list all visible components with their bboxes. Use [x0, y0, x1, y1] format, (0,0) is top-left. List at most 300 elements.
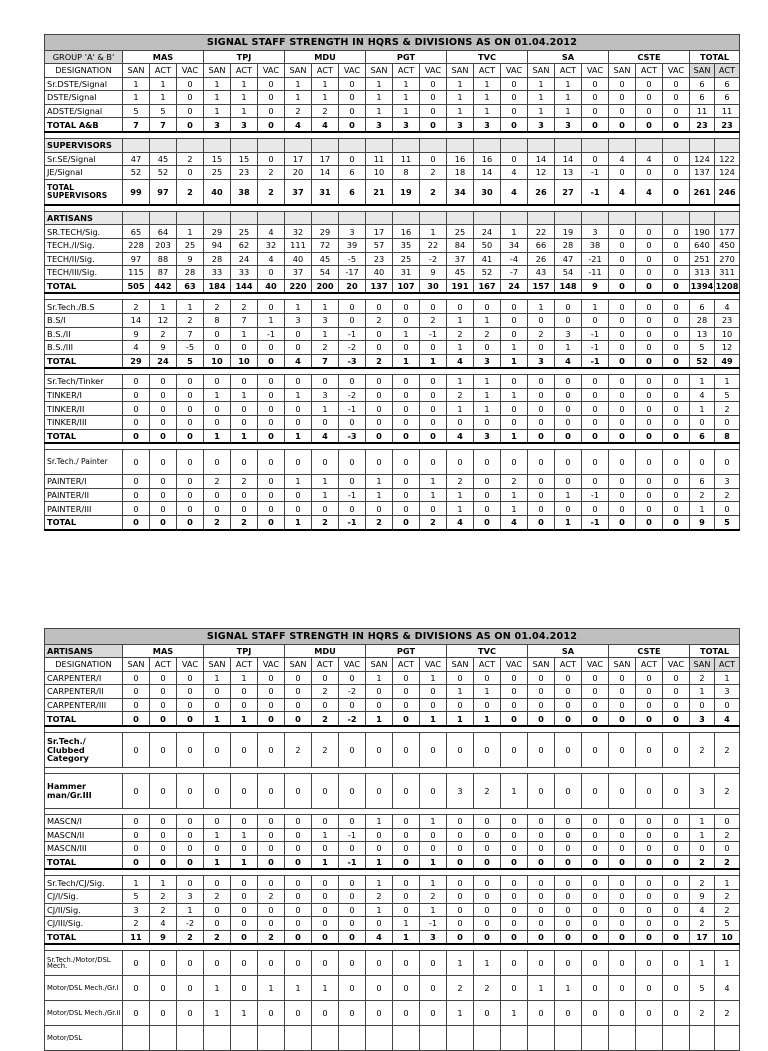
total-value-cell — [715, 1026, 740, 1051]
value-cell: 0 — [285, 951, 312, 976]
value-cell: 0 — [609, 685, 636, 699]
value-cell: 1 — [366, 671, 393, 685]
value-cell: 14 — [123, 313, 150, 327]
value-cell: 0 — [582, 685, 609, 699]
value-cell: 0 — [555, 951, 582, 976]
value-cell: 0 — [663, 450, 690, 475]
value-cell: 1 — [366, 712, 393, 726]
value-cell: 0 — [609, 732, 636, 767]
value-cell: 3 — [177, 889, 204, 903]
total-header: TOTAL — [690, 645, 740, 658]
value-cell: 4 — [501, 516, 528, 530]
value-cell: 0 — [285, 930, 312, 944]
value-cell: 1 — [555, 104, 582, 118]
section-empty-cell — [636, 211, 663, 225]
value-cell: 0 — [258, 375, 285, 389]
total-value-cell: 177 — [715, 225, 740, 239]
value-cell: 1 — [150, 77, 177, 91]
value-cell: 1 — [285, 300, 312, 314]
value-cell: 3 — [474, 429, 501, 443]
total-value-cell: 2 — [715, 828, 740, 842]
section-empty-cell — [285, 138, 312, 152]
sub-header: ACT — [636, 658, 663, 672]
value-cell: 41 — [474, 252, 501, 266]
value-cell: 0 — [636, 876, 663, 890]
value-cell: 2 — [366, 313, 393, 327]
value-cell: 0 — [582, 416, 609, 430]
value-cell: 0 — [366, 429, 393, 443]
value-cell: 1 — [420, 814, 447, 828]
value-cell: 0 — [420, 375, 447, 389]
section-empty-cell — [555, 211, 582, 225]
total-value-cell: 124 — [690, 152, 715, 166]
value-cell: 0 — [609, 388, 636, 402]
value-cell: 0 — [528, 502, 555, 516]
value-cell: 0 — [258, 773, 285, 808]
value-cell: 0 — [663, 252, 690, 266]
value-cell: 0 — [177, 416, 204, 430]
value-cell: 1 — [285, 475, 312, 489]
value-cell: 1 — [474, 104, 501, 118]
value-cell: 2 — [447, 388, 474, 402]
value-cell: 5 — [123, 889, 150, 903]
section-empty-cell — [312, 138, 339, 152]
value-cell: 0 — [528, 930, 555, 944]
value-cell: 0 — [123, 685, 150, 699]
value-cell: 14 — [528, 152, 555, 166]
value-cell: 0 — [231, 402, 258, 416]
value-cell: 2 — [420, 166, 447, 180]
value-cell: 0 — [177, 732, 204, 767]
section-empty-cell — [474, 211, 501, 225]
value-cell: 2 — [447, 976, 474, 1001]
value-cell: 0 — [501, 903, 528, 917]
value-cell: 0 — [501, 375, 528, 389]
table-row — [45, 402, 740, 416]
designation-cell: Motor/DSL — [45, 1026, 123, 1051]
value-cell: 0 — [501, 77, 528, 91]
table-title: SIGNAL STAFF STRENGTH IN HQRS & DIVISIONS AS ON 01.04.2012 — [45, 629, 740, 645]
value-cell: 0 — [393, 855, 420, 869]
value-cell: 0 — [636, 429, 663, 443]
value-cell: 0 — [609, 475, 636, 489]
value-cell: 0 — [285, 842, 312, 856]
value-cell: 0 — [663, 354, 690, 368]
value-cell: 2 — [204, 516, 231, 530]
value-cell: 0 — [123, 402, 150, 416]
section-empty-cell — [366, 138, 393, 152]
total-value-cell: 0 — [690, 698, 715, 712]
value-cell: 0 — [609, 375, 636, 389]
value-cell: 1 — [447, 951, 474, 976]
division-header: TVC — [447, 51, 528, 64]
value-cell: 0 — [285, 712, 312, 726]
value-cell: 0 — [582, 450, 609, 475]
value-cell: 0 — [663, 279, 690, 293]
value-cell: 1 — [474, 91, 501, 105]
value-cell: 10 — [204, 354, 231, 368]
value-cell: 1 — [420, 671, 447, 685]
value-cell: 0 — [393, 313, 420, 327]
value-cell: 1 — [447, 313, 474, 327]
sub-header: SAN — [123, 64, 150, 78]
value-cell: 25 — [177, 238, 204, 252]
value-cell: 0 — [420, 685, 447, 699]
value-cell: 0 — [528, 488, 555, 502]
value-cell: 0 — [366, 773, 393, 808]
value-cell: 0 — [393, 876, 420, 890]
value-cell: 0 — [420, 77, 447, 91]
value-cell: 0 — [582, 855, 609, 869]
section-label: ARTISANS — [45, 211, 123, 225]
value-cell: -1 — [582, 516, 609, 530]
value-cell: 0 — [636, 930, 663, 944]
value-cell: 0 — [582, 773, 609, 808]
value-cell: 0 — [663, 502, 690, 516]
total-value-cell: 1 — [690, 502, 715, 516]
value-cell: 52 — [123, 166, 150, 180]
value-cell: -4 — [501, 252, 528, 266]
value-cell: 115 — [123, 266, 150, 280]
designation-cell: CJ/I/Sig. — [45, 889, 123, 903]
value-cell: 3 — [312, 388, 339, 402]
value-cell: 0 — [663, 77, 690, 91]
value-cell: 45 — [150, 152, 177, 166]
value-cell: 3 — [312, 313, 339, 327]
value-cell: 0 — [204, 502, 231, 516]
value-cell: 2 — [204, 889, 231, 903]
value-cell: 0 — [501, 976, 528, 1001]
value-cell: 0 — [177, 77, 204, 91]
value-cell: 0 — [150, 1001, 177, 1026]
value-cell: 1 — [420, 876, 447, 890]
section-empty-cell — [285, 211, 312, 225]
value-cell: 40 — [204, 179, 231, 205]
value-cell: 1 — [231, 712, 258, 726]
value-cell: 0 — [204, 698, 231, 712]
value-cell: 0 — [393, 671, 420, 685]
value-cell: 0 — [339, 842, 366, 856]
total-value-cell: 0 — [715, 502, 740, 516]
section-empty-cell — [528, 211, 555, 225]
total-value-cell: 2 — [715, 773, 740, 808]
value-cell: 0 — [420, 429, 447, 443]
value-cell: 0 — [312, 930, 339, 944]
total-value-cell: 2 — [715, 488, 740, 502]
value-cell: 0 — [501, 118, 528, 132]
total-value-cell: 246 — [715, 179, 740, 205]
value-cell: 0 — [582, 313, 609, 327]
value-cell: 65 — [123, 225, 150, 239]
value-cell: 3 — [555, 118, 582, 132]
value-cell: 8 — [204, 313, 231, 327]
column-header-row — [45, 64, 740, 78]
value-cell: 0 — [555, 502, 582, 516]
table-row — [45, 238, 740, 252]
value-cell: 0 — [123, 416, 150, 430]
value-cell: 3 — [366, 118, 393, 132]
value-cell: 0 — [420, 1001, 447, 1026]
value-cell: 25 — [393, 252, 420, 266]
table-row — [45, 327, 740, 341]
total-row — [45, 279, 740, 293]
value-cell: 4 — [447, 516, 474, 530]
value-cell: 0 — [636, 671, 663, 685]
value-cell — [636, 1026, 663, 1051]
value-cell: 0 — [204, 876, 231, 890]
value-cell: 2 — [312, 732, 339, 767]
sub-header: ACT — [474, 658, 501, 672]
total-sub-header: SAN — [690, 64, 715, 78]
division-header: TVC — [447, 645, 528, 658]
value-cell: 0 — [609, 104, 636, 118]
total-value-cell: 0 — [715, 698, 740, 712]
value-cell: 2 — [231, 516, 258, 530]
value-cell: 0 — [474, 671, 501, 685]
table-row — [45, 104, 740, 118]
value-cell: 1 — [285, 976, 312, 1001]
value-cell: 0 — [528, 855, 555, 869]
value-cell: 97 — [150, 179, 177, 205]
value-cell: -2 — [339, 685, 366, 699]
value-cell: 4 — [501, 166, 528, 180]
value-cell: 0 — [528, 375, 555, 389]
sub-header: VAC — [420, 658, 447, 672]
value-cell: 0 — [204, 732, 231, 767]
value-cell: 0 — [366, 450, 393, 475]
table-row — [45, 732, 740, 767]
value-cell: 1 — [528, 77, 555, 91]
value-cell: 88 — [150, 252, 177, 266]
section-empty-cell — [447, 138, 474, 152]
value-cell: 17 — [366, 225, 393, 239]
value-cell: 0 — [150, 814, 177, 828]
value-cell: 0 — [150, 375, 177, 389]
value-cell: 1 — [474, 388, 501, 402]
value-cell: 45 — [312, 252, 339, 266]
value-cell: 0 — [123, 671, 150, 685]
value-cell: 0 — [258, 91, 285, 105]
value-cell: 16 — [474, 152, 501, 166]
table-row — [45, 502, 740, 516]
value-cell: 45 — [447, 266, 474, 280]
value-cell: 37 — [447, 252, 474, 266]
value-cell: 0 — [204, 773, 231, 808]
value-cell: 0 — [420, 828, 447, 842]
value-cell: 0 — [663, 516, 690, 530]
value-cell: -21 — [582, 252, 609, 266]
total-value-cell: 1 — [690, 375, 715, 389]
value-cell: 50 — [474, 238, 501, 252]
value-cell: 4 — [258, 252, 285, 266]
total-value-cell: 0 — [715, 416, 740, 430]
value-cell: 33 — [231, 266, 258, 280]
value-cell: 0 — [312, 773, 339, 808]
value-cell: 19 — [393, 179, 420, 205]
section-empty-cell — [150, 211, 177, 225]
value-cell: 2 — [501, 475, 528, 489]
value-cell: 4 — [285, 354, 312, 368]
value-cell: 0 — [312, 450, 339, 475]
section-empty-cell — [690, 138, 715, 152]
table-row — [45, 1001, 740, 1026]
value-cell: 1 — [528, 104, 555, 118]
value-cell: 0 — [636, 814, 663, 828]
value-cell: 25 — [231, 225, 258, 239]
total-row — [45, 516, 740, 530]
value-cell: 0 — [339, 951, 366, 976]
value-cell: 0 — [231, 842, 258, 856]
value-cell: 1 — [555, 516, 582, 530]
value-cell: 0 — [528, 698, 555, 712]
value-cell: -1 — [339, 488, 366, 502]
division-header: SA — [528, 645, 609, 658]
value-cell: 0 — [285, 828, 312, 842]
value-cell: 0 — [609, 855, 636, 869]
value-cell: 21 — [366, 179, 393, 205]
value-cell: 0 — [393, 300, 420, 314]
sub-header: ACT — [393, 658, 420, 672]
value-cell: 0 — [285, 814, 312, 828]
value-cell — [285, 1026, 312, 1051]
value-cell: 0 — [501, 889, 528, 903]
total-row — [45, 179, 740, 205]
value-cell: 0 — [501, 951, 528, 976]
value-cell: 0 — [312, 698, 339, 712]
value-cell: 0 — [501, 152, 528, 166]
section-empty-cell — [420, 138, 447, 152]
sub-header: VAC — [177, 64, 204, 78]
value-cell: 0 — [150, 685, 177, 699]
value-cell: -1 — [339, 516, 366, 530]
value-cell: 4 — [447, 354, 474, 368]
total-value-cell: 5 — [690, 976, 715, 1001]
value-cell: 31 — [312, 179, 339, 205]
value-cell: 0 — [609, 341, 636, 355]
value-cell: 0 — [555, 671, 582, 685]
sub-header: VAC — [582, 64, 609, 78]
value-cell: 0 — [231, 375, 258, 389]
value-cell: 0 — [447, 732, 474, 767]
total-value-cell: 23 — [715, 313, 740, 327]
value-cell: 0 — [258, 1001, 285, 1026]
value-cell: 0 — [528, 388, 555, 402]
table-row — [45, 685, 740, 699]
value-cell: 0 — [123, 429, 150, 443]
value-cell: 0 — [609, 252, 636, 266]
value-cell: 57 — [366, 238, 393, 252]
sub-header: SAN — [447, 658, 474, 672]
value-cell: 0 — [339, 698, 366, 712]
value-cell: 0 — [177, 502, 204, 516]
total-value-cell: 0 — [690, 842, 715, 856]
value-cell: 0 — [312, 842, 339, 856]
table-row — [45, 889, 740, 903]
designation-cell: TINKER/II — [45, 402, 123, 416]
value-cell: 0 — [636, 252, 663, 266]
value-cell: 1 — [501, 502, 528, 516]
total-value-cell: 2 — [715, 402, 740, 416]
section-empty-cell — [663, 138, 690, 152]
value-cell: 111 — [285, 238, 312, 252]
sub-header: SAN — [366, 658, 393, 672]
table-row — [45, 388, 740, 402]
value-cell: 2 — [285, 732, 312, 767]
value-cell: 0 — [609, 91, 636, 105]
value-cell: 1 — [312, 91, 339, 105]
value-cell: 0 — [123, 375, 150, 389]
total-value-cell: 3 — [690, 773, 715, 808]
total-value-cell: 4 — [715, 976, 740, 1001]
value-cell: 0 — [636, 388, 663, 402]
division-header-row — [45, 51, 740, 64]
value-cell: 0 — [339, 930, 366, 944]
value-cell: -1 — [339, 327, 366, 341]
designation-cell: TOTAL — [45, 712, 123, 726]
value-cell: 2 — [177, 313, 204, 327]
value-cell: 7 — [231, 313, 258, 327]
value-cell: 0 — [258, 876, 285, 890]
value-cell: 0 — [366, 951, 393, 976]
value-cell: 0 — [177, 402, 204, 416]
value-cell: 0 — [528, 450, 555, 475]
value-cell: 17 — [285, 152, 312, 166]
value-cell: -5 — [177, 341, 204, 355]
designation-cell: TECH/III/Sig. — [45, 266, 123, 280]
value-cell: 0 — [123, 475, 150, 489]
value-cell: 0 — [555, 828, 582, 842]
value-cell: 0 — [312, 416, 339, 430]
value-cell: 0 — [582, 930, 609, 944]
value-cell: 2 — [312, 685, 339, 699]
value-cell: 0 — [582, 475, 609, 489]
value-cell: 0 — [393, 416, 420, 430]
group-label: GROUP 'A' & B' — [45, 51, 123, 64]
value-cell: 1 — [447, 91, 474, 105]
total-value-cell: 1 — [690, 814, 715, 828]
value-cell: 0 — [123, 732, 150, 767]
value-cell: 15 — [204, 152, 231, 166]
value-cell: 0 — [204, 327, 231, 341]
table-row — [45, 475, 740, 489]
value-cell: 0 — [609, 313, 636, 327]
value-cell: 0 — [609, 773, 636, 808]
value-cell: 87 — [150, 266, 177, 280]
value-cell: 0 — [393, 1001, 420, 1026]
value-cell — [339, 1026, 366, 1051]
designation-cell: CARPENTER/I — [45, 671, 123, 685]
value-cell: 1 — [204, 976, 231, 1001]
sub-header: ACT — [150, 64, 177, 78]
value-cell: 0 — [393, 685, 420, 699]
value-cell: 1 — [231, 327, 258, 341]
section-empty-cell — [177, 138, 204, 152]
value-cell: 0 — [663, 876, 690, 890]
value-cell: 0 — [258, 429, 285, 443]
value-cell: 1 — [501, 225, 528, 239]
value-cell: -1 — [582, 179, 609, 205]
value-cell: 0 — [339, 976, 366, 1001]
value-cell: 3 — [447, 773, 474, 808]
table-row — [45, 671, 740, 685]
value-cell: 0 — [150, 388, 177, 402]
value-cell: 72 — [312, 238, 339, 252]
designation-cell: CJ/II/Sig. — [45, 903, 123, 917]
value-cell: 0 — [258, 450, 285, 475]
value-cell: 0 — [150, 951, 177, 976]
division-header: CSTE — [609, 51, 690, 64]
value-cell: 0 — [393, 773, 420, 808]
